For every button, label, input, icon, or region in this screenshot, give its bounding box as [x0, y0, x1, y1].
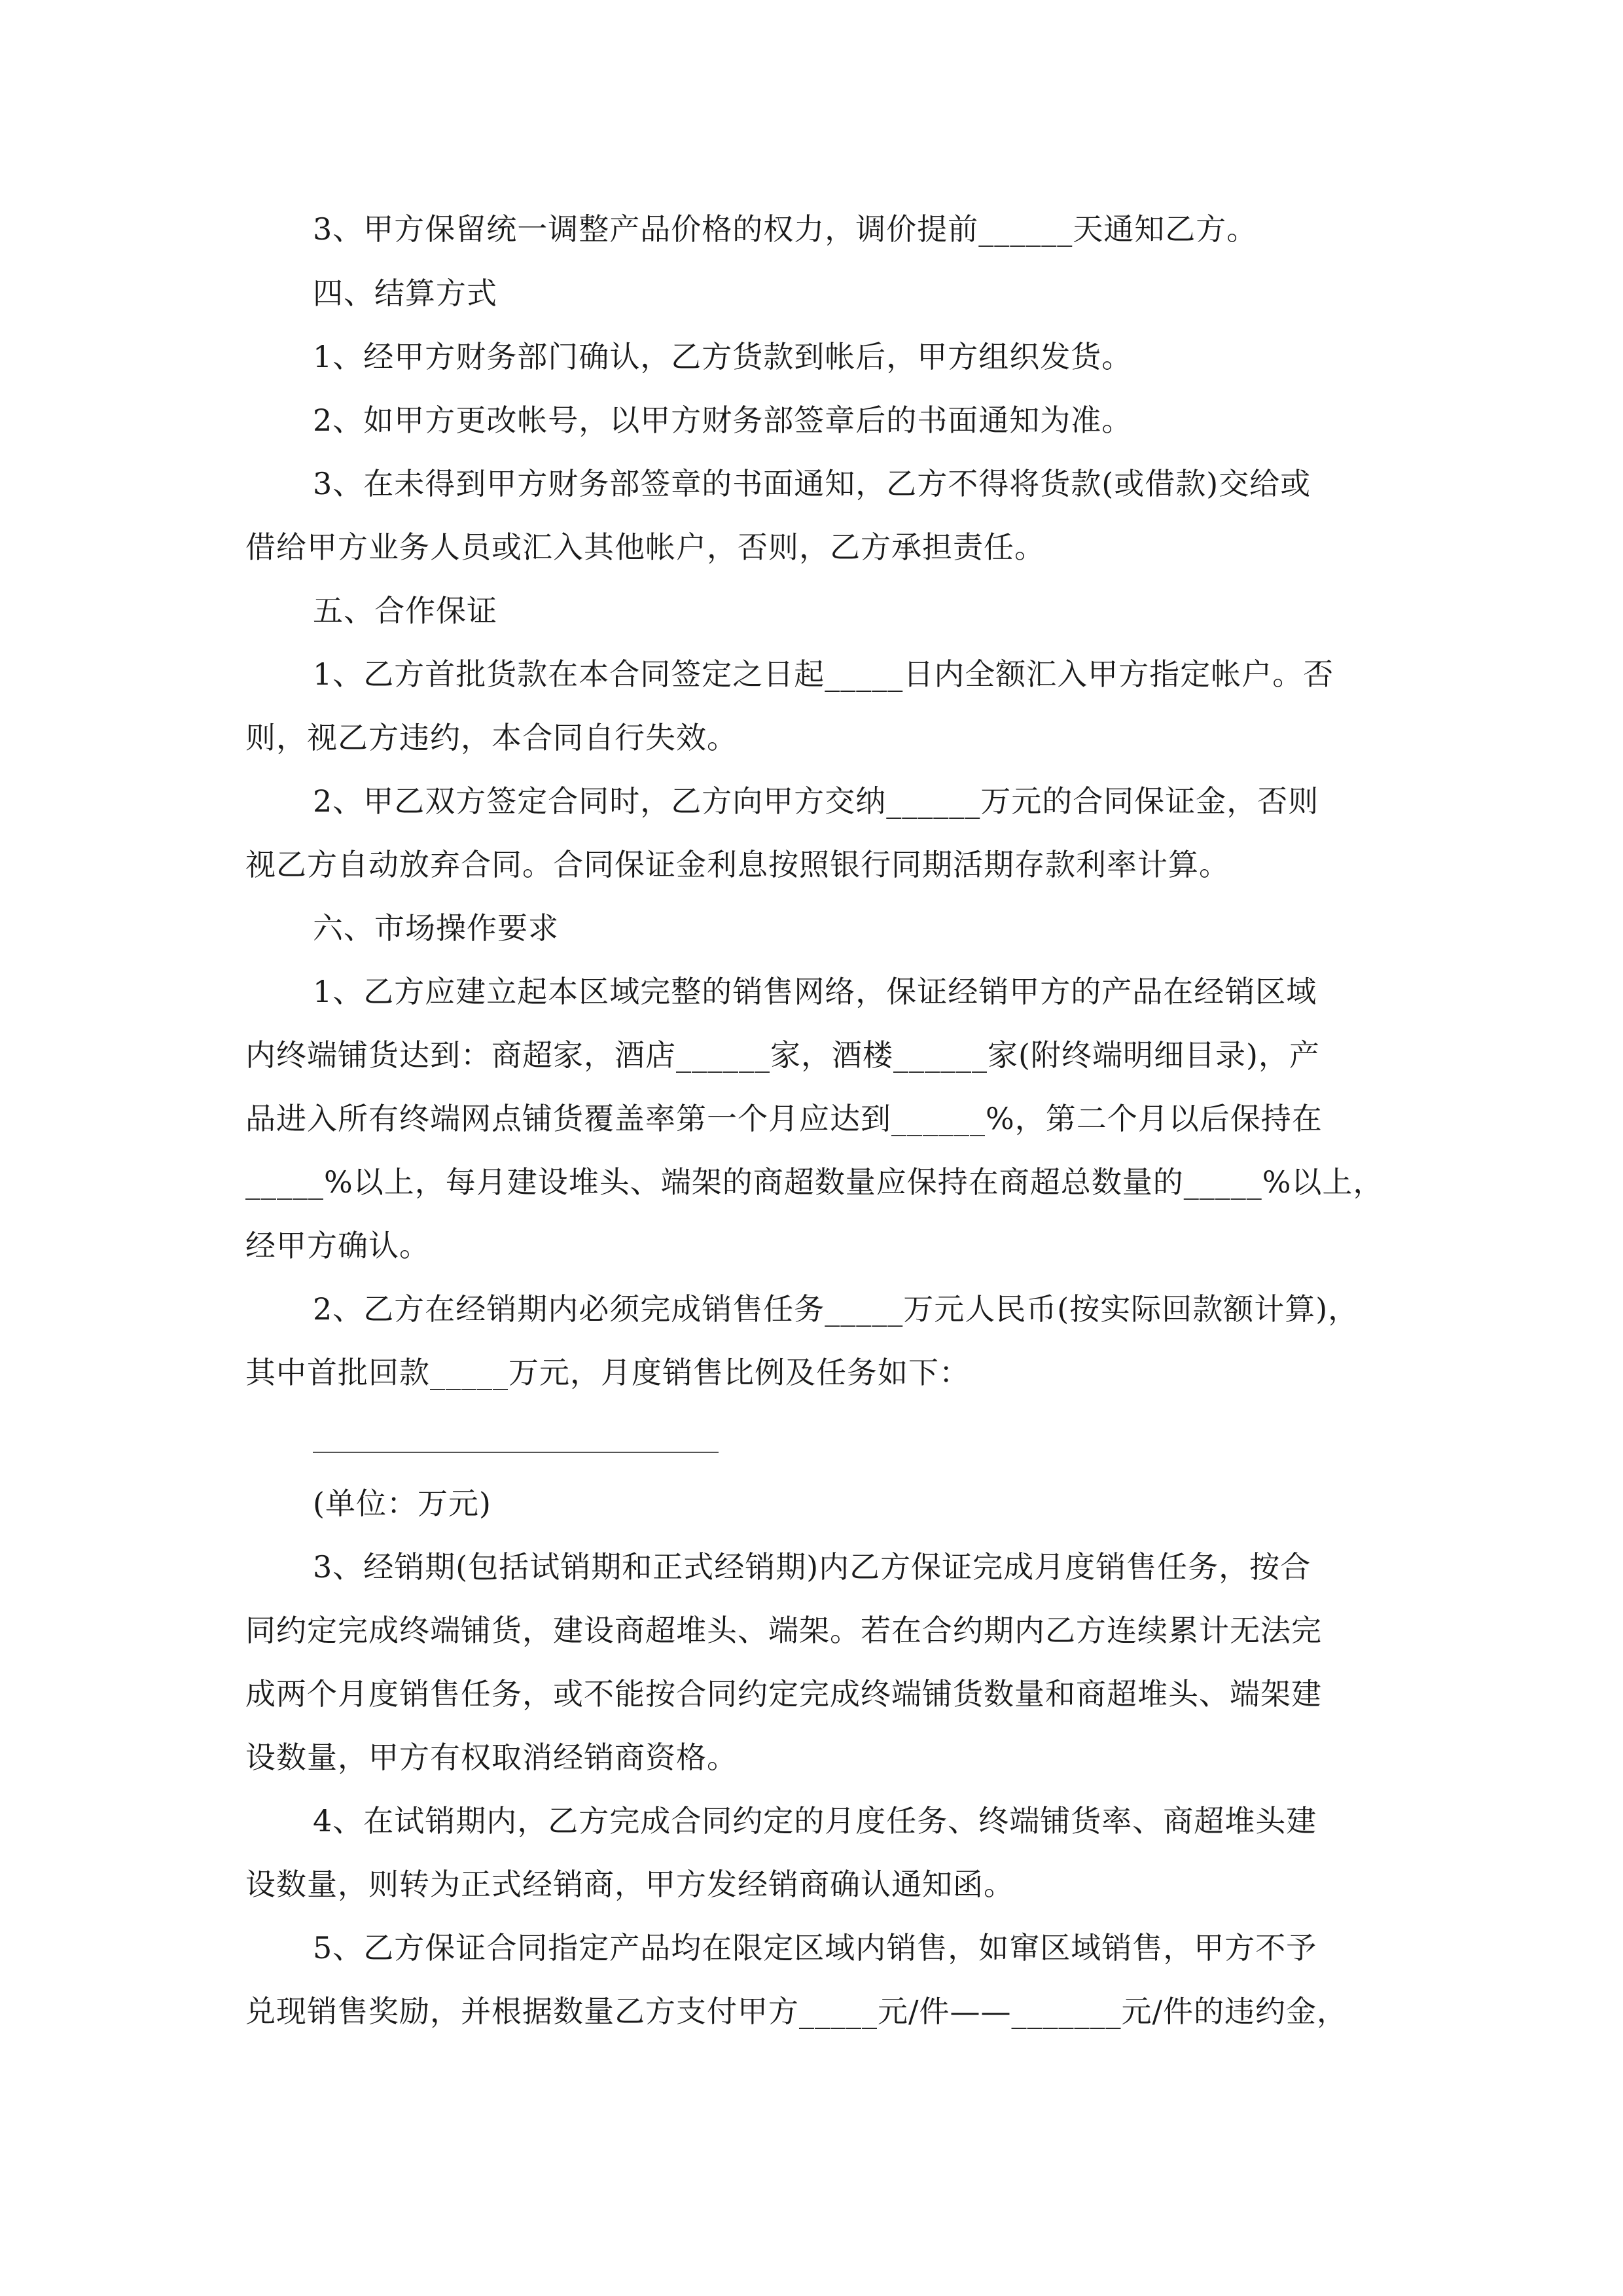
- unit-note: (单位：万元): [313, 1486, 491, 1521]
- clause-market-3-line2: 同约定完成终端铺货，建设商超堆头、端架。若在合约期内乙方连续累计无法完: [245, 1613, 1322, 1648]
- clause-price-adjust: 3、甲方保留统一调整产品价格的权力，调价提前______天通知乙方。: [313, 211, 1258, 247]
- clause-market-5-line1: 5、乙方保证合同指定产品均在限定区域内销售，如窜区域销售，甲方不予: [313, 1930, 1317, 1965]
- clause-guarantee-1-line2: 则，视乙方违约，本合同自行失效。: [245, 720, 738, 755]
- clause-settlement-3-line2: 借给甲方业务人员或汇入其他帐户，否则，乙方承担责任。: [245, 529, 1045, 565]
- clause-market-1-line4: _____%以上，每月建设堆头、端架的商超数量应保持在商超总数量的_____%以上，: [245, 1164, 1384, 1200]
- clause-guarantee-2-line1: 2、甲乙双方签定合同时，乙方向甲方交纳______万元的合同保证金，否则: [313, 783, 1319, 819]
- clause-settlement-2: 2、如甲方更改帐号，以甲方财务部签章后的书面通知为准。: [313, 403, 1133, 438]
- section-heading-guarantee: 五、合作保证: [313, 593, 497, 628]
- clause-market-3-line1: 3、经销期(包括试销期和正式经销期)内乙方保证完成月度销售任务，按合: [313, 1549, 1311, 1585]
- clause-guarantee-2-line2: 视乙方自动放弃合同。合同保证金利息按照银行同期活期存款利率计算。: [245, 847, 1230, 882]
- table-placeholder-rule: [313, 1452, 719, 1453]
- clause-guarantee-1-line1: 1、乙方首批货款在本合同签定之日起_____日内全额汇入甲方指定帐户。否: [313, 656, 1334, 692]
- clause-market-4-line2: 设数量，则转为正式经销商，甲方发经销商确认通知函。: [245, 1867, 1014, 1902]
- clause-market-2-line1: 2、乙方在经销期内必须完成销售任务_____万元人民币(按实际回款额计算)，: [313, 1291, 1359, 1327]
- clause-market-5-line2: 兑现销售奖励，并根据数量乙方支付甲方_____元/件——_______元/件的违约金，: [245, 1994, 1347, 2029]
- section-heading-settlement: 四、结算方式: [313, 276, 497, 311]
- clause-market-3-line3: 成两个月度销售任务，或不能按合同约定完成终端铺货数量和商超堆头、端架建: [245, 1676, 1322, 1712]
- clause-market-1-line2: 内终端铺货达到：商超家，酒店______家，酒楼______家(附终端明细目录)，产: [245, 1037, 1320, 1073]
- clause-market-1-line3: 品进入所有终端网点铺货覆盖率第一个月应达到______%，第二个月以后保持在: [245, 1101, 1323, 1136]
- clause-market-3-line4: 设数量，甲方有权取消经销商资格。: [245, 1740, 738, 1775]
- clause-settlement-3-line1: 3、在未得到甲方财务部签章的书面通知，乙方不得将货款(或借款)交给或: [313, 466, 1311, 501]
- clause-market-2-line2: 其中首批回款_____万元，月度销售比例及任务如下：: [245, 1355, 970, 1390]
- clause-settlement-1: 1、经甲方财务部门确认，乙方货款到帐后，甲方组织发货。: [313, 339, 1133, 374]
- clause-market-1-line1: 1、乙方应建立起本区域完整的销售网络，保证经销甲方的产品在经销区域: [313, 974, 1317, 1009]
- section-heading-market: 六、市场操作要求: [313, 910, 559, 946]
- clause-market-4-line1: 4、在试销期内，乙方完成合同约定的月度任务、终端铺货率、商超堆头建: [313, 1803, 1317, 1839]
- clause-market-1-line5: 经甲方确认。: [245, 1228, 430, 1263]
